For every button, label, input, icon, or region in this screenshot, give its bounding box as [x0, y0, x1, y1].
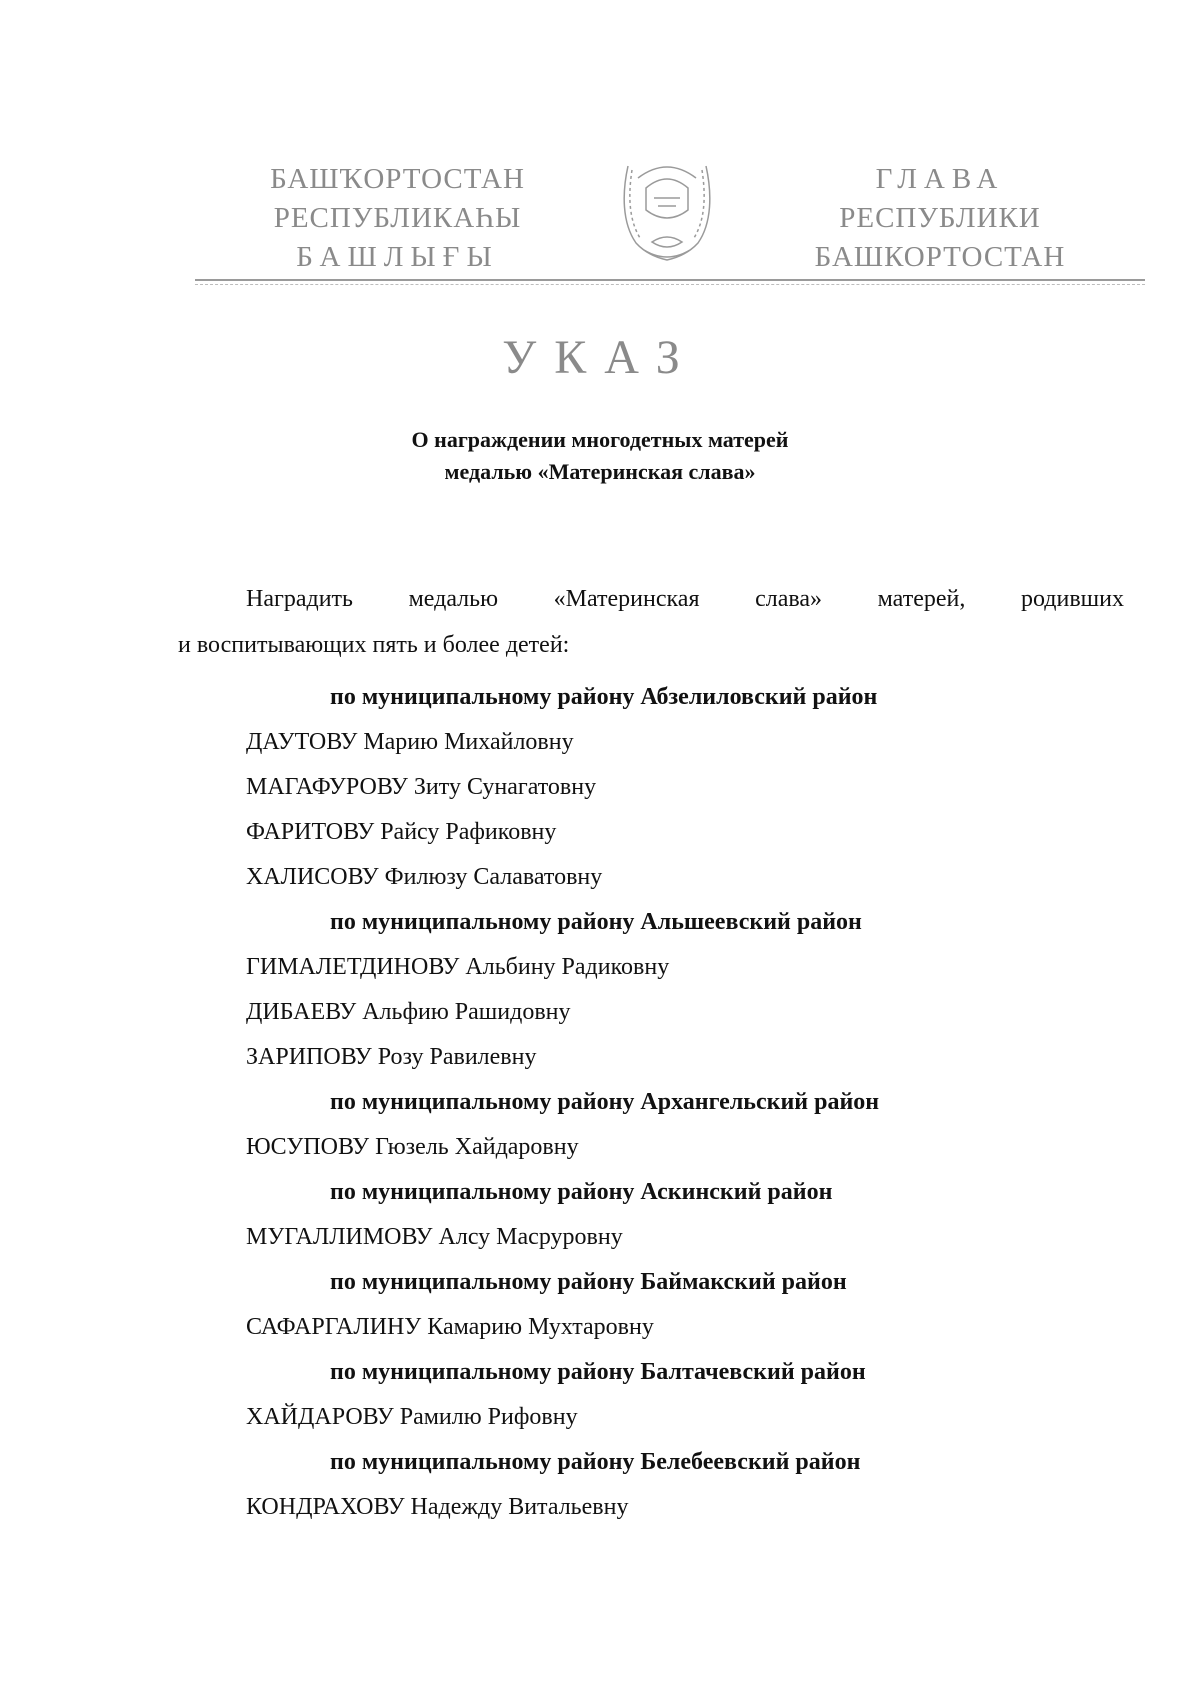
intro-word: слава»: [755, 586, 823, 612]
recipient-name: ЗАРИПОВУ Розу Равилевну: [246, 1044, 537, 1070]
recipient-name: ФАРИТОВУ Райсу Рафиковну: [246, 819, 557, 845]
district-heading: по муниципальному району Балтачевский район: [330, 1359, 866, 1385]
recipient-name: ХАЙДАРОВУ Рамилю Рифовну: [246, 1404, 578, 1430]
recipient-name: ГИМАЛЕТДИНОВУ Альбину Радиковну: [246, 954, 670, 980]
recipient-name: САФАРГАЛИНУ Камарию Мухтаровну: [246, 1314, 654, 1340]
district-heading: по муниципальному району Баймакский район: [330, 1269, 847, 1295]
document-subject: [0, 424, 1200, 488]
district-heading: по муниципальному району Архангельский район: [330, 1089, 880, 1115]
intro-paragraph-line-2: и воспитывающих пять и более детей:: [178, 632, 570, 658]
district-heading: по муниципальному району Альшеевский район: [330, 909, 862, 935]
letterhead-russian: [790, 160, 1090, 277]
document-type: УКАЗ: [502, 331, 698, 384]
letterhead-bashkir-line-3: БАШЛЫҒЫ: [296, 241, 499, 273]
intro-paragraph-line-1: [246, 586, 1124, 613]
letterhead-bashkir: [255, 160, 540, 277]
recipient-name: МАГАФУРОВУ Зиту Сунагатовну: [246, 774, 597, 800]
letterhead-russian-line-2: РЕСПУБЛИКИ: [839, 202, 1041, 234]
intro-word: родивших: [1020, 586, 1124, 612]
intro-word: медалью: [408, 586, 499, 612]
recipient-name: КОНДРАХОВУ Надежду Витальевну: [246, 1494, 629, 1520]
letterhead-divider: [195, 279, 1145, 281]
recipient-name: ДАУТОВУ Марию Михайловну: [246, 729, 574, 755]
district-heading: по муниципальному району Белебеевский район: [330, 1449, 861, 1475]
document-subject-line-2: медалью «Материнская слава»: [444, 459, 756, 484]
recipient-name: ДИБАЕВУ Альфию Рашидовну: [246, 999, 571, 1025]
district-heading: по муниципальному району Аскинский район: [330, 1179, 833, 1205]
district-heading: по муниципальному району Абзелиловский район: [330, 684, 878, 710]
recipient-name: МУГАЛЛИМОВУ Алсу Масруровну: [246, 1224, 623, 1250]
recipient-name: ЮСУПОВУ Гюзель Хайдаровну: [246, 1134, 579, 1160]
coat-of-arms-emblem: [608, 148, 726, 266]
intro-word: Наградить: [246, 586, 353, 612]
letterhead-russian-line-3: БАШКОРТОСТАН: [814, 241, 1066, 273]
intro-word: матерей,: [877, 586, 966, 612]
letterhead-russian-line-1: ГЛАВА: [875, 163, 1005, 195]
document-subject-line-1: О награждении многодетных матерей: [411, 427, 789, 452]
recipient-name: ХАЛИСОВУ Филюзу Салаватовну: [246, 864, 603, 890]
award-list: [0, 675, 1200, 1530]
letterhead-bashkir-line-2: РЕСПУБЛИКАҺЫ: [273, 202, 522, 234]
letterhead-bashkir-line-1: БАШҠОРТОСТАН: [270, 163, 525, 195]
intro-word: «Материнская: [553, 586, 700, 612]
letterhead-divider-secondary: [195, 284, 1145, 285]
